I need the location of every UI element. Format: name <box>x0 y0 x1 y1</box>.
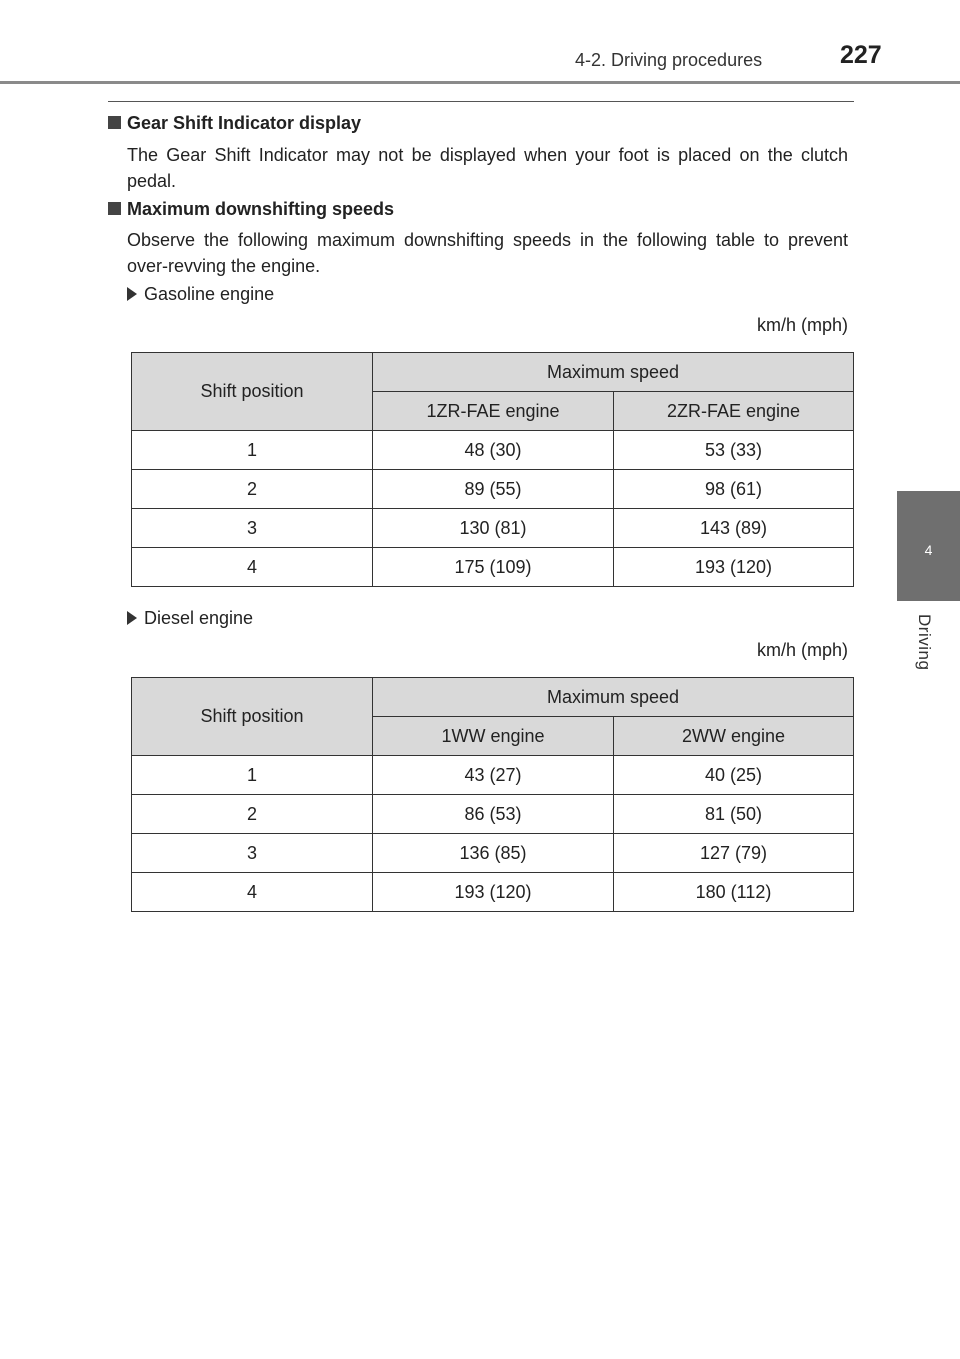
page-number: 227 <box>840 41 882 69</box>
diesel-speed-table <box>131 677 854 912</box>
table-row <box>132 470 854 509</box>
header-shift-position: Shift position <box>132 353 373 431</box>
table-row <box>132 431 854 470</box>
header-engine-1ww: 1WW engine <box>373 717 614 756</box>
cell-speed: 48 (30) <box>373 431 614 470</box>
cell-shift: 4 <box>132 548 373 587</box>
cell-speed: 81 (50) <box>614 795 854 834</box>
max-downshift-title: Maximum downshifting speeds <box>127 199 395 219</box>
max-downshift-body: Observe the following maximum downshifting speeds in the following table to prevent over-revving the engine. <box>127 230 848 276</box>
cell-shift: 1 <box>132 431 373 470</box>
header-divider <box>0 81 960 84</box>
cell-speed: 130 (81) <box>373 509 614 548</box>
header-maximum-speed: Maximum speed <box>373 678 854 717</box>
table-row <box>132 756 854 795</box>
diesel-engine-text: Diesel engine <box>144 608 254 628</box>
cell-speed: 89 (55) <box>373 470 614 509</box>
cell-speed: 143 (89) <box>614 509 854 548</box>
cell-shift: 3 <box>132 834 373 873</box>
header-engine-1zr: 1ZR-FAE engine <box>373 392 614 431</box>
cell-speed: 193 (120) <box>373 873 614 912</box>
diesel-unit: km/h (mph) <box>756 640 848 660</box>
triangle-bullet-icon <box>127 611 137 625</box>
cell-speed: 86 (53) <box>373 795 614 834</box>
header-shift-position: Shift position <box>132 678 373 756</box>
cell-shift: 2 <box>132 470 373 509</box>
section-title: 4-2. Driving procedures <box>575 50 763 70</box>
gear-shift-heading <box>108 113 361 134</box>
gasoline-speed-table <box>131 352 854 587</box>
cell-speed: 40 (25) <box>614 756 854 795</box>
table-row <box>132 873 854 912</box>
cell-speed: 136 (85) <box>373 834 614 873</box>
header-maximum-speed: Maximum speed <box>373 353 854 392</box>
gasoline-engine-label <box>127 284 274 305</box>
gear-shift-title: Gear Shift Indicator display <box>127 113 362 133</box>
gasoline-engine-text: Gasoline engine <box>144 284 275 304</box>
chapter-label: Driving <box>915 614 934 671</box>
content-top-rule <box>108 101 854 102</box>
table-row <box>132 795 854 834</box>
square-bullet-icon <box>108 116 121 129</box>
header-engine-2zr: 2ZR-FAE engine <box>614 392 854 431</box>
cell-speed: 180 (112) <box>614 873 854 912</box>
table-row <box>132 548 854 587</box>
cell-speed: 193 (120) <box>614 548 854 587</box>
cell-speed: 127 (79) <box>614 834 854 873</box>
cell-speed: 98 (61) <box>614 470 854 509</box>
cell-shift: 3 <box>132 509 373 548</box>
cell-speed: 53 (33) <box>614 431 854 470</box>
cell-speed: 175 (109) <box>373 548 614 587</box>
gear-shift-body: The Gear Shift Indicator may not be displayed when your foot is placed on the clutch pedal. <box>127 145 848 191</box>
header-engine-2ww: 2WW engine <box>614 717 854 756</box>
max-downshift-heading <box>108 199 394 220</box>
table-row <box>132 509 854 548</box>
table-row <box>132 834 854 873</box>
diesel-engine-label <box>127 608 253 629</box>
triangle-bullet-icon <box>127 287 137 301</box>
chapter-number: 4 <box>924 542 933 558</box>
cell-shift: 2 <box>132 795 373 834</box>
chapter-tab <box>897 491 960 601</box>
square-bullet-icon <box>108 202 121 215</box>
cell-shift: 1 <box>132 756 373 795</box>
gasoline-unit: km/h (mph) <box>756 315 848 335</box>
cell-speed: 43 (27) <box>373 756 614 795</box>
cell-shift: 4 <box>132 873 373 912</box>
